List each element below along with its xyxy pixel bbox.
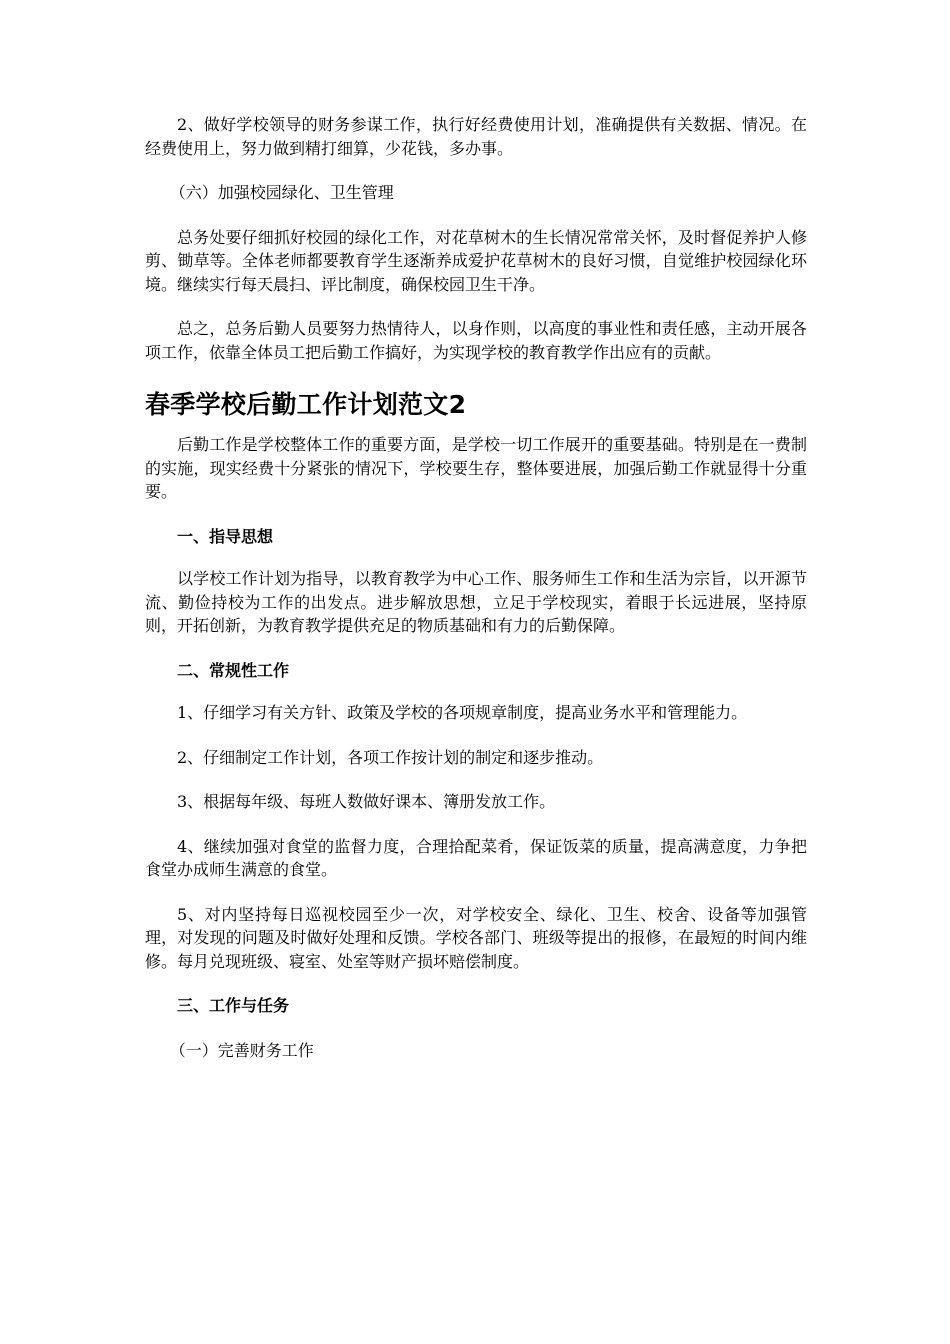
list-item-study-policies: 1、仔细学习有关方针、政策及学校的各项规章制度，提高业务水平和管理能力。	[177, 703, 748, 722]
list-item-work-plan: 2、仔细制定工作计划，各项工作按计划的制定和逐步推动。	[177, 747, 604, 767]
paragraph-summary: 总之，总务后勤人员要努力热情待人，以身作则，以高度的事业性和责任感，主动开展各项工作，依靠全体员工把后勤工作搞好，为实现学校的教育教学作出应有的贡献。	[145, 319, 807, 362]
list-item-textbooks: 3、根据每年级、每班人数做好课本、簿册发放工作。	[177, 792, 556, 811]
document-title: 春季学校后勤工作计划范文2	[145, 390, 467, 419]
document-body	[145, 113, 807, 1062]
paragraph-intro: 后勤工作是学校整体工作的重要方面，是学校一切工作展开的重要基础。特别是在一费制的实施，现实经费十分紧张的情况下，学校要生存，整体要进展，加强后勤工作就显得十分重要。	[145, 435, 807, 501]
section-heading-guiding-ideology: 一、指导思想	[177, 526, 274, 546]
paragraph-greening: 总务处要仔细抓好校园的绿化工作，对花草树木的生长情况常常关怀，及时督促养护人修剪、锄草等。全体老师都要教育学生逐渐养成爱护花草树木的良好习惯，自觉维护校园绿化环境。继续实行每天晨扫、评比制度，确保校园卫生干净。	[145, 227, 807, 294]
list-item-canteen: 4、继续加强对食堂的监督力度，合理拾配菜肴，保证饭菜的质量，提高满意度，力争把食堂办成师生满意的食堂。	[145, 836, 807, 879]
subsection-heading-finance: （一）完善财务工作	[169, 1040, 314, 1060]
subsection-heading-greening: （六）加强校园绿化、卫生管理	[169, 183, 394, 202]
list-item-campus-patrol: 5、对内坚持每日巡视校园至少一次，对学校安全、绿化、卫生、校舍、设备等加强管理，对发现的问题及时做好处理和反馈。学校各部门、班级等提出的报修，在最短的时间内维修。每月兑现班级、寝室、处室等财产损坏赔偿制度。	[145, 904, 807, 971]
section-heading-routine-work: 二、常规性工作	[177, 660, 290, 680]
paragraph-finance-advice: 2、做好学校领导的财务参谋工作，执行好经费使用计划，准确提供有关数据、情况。在经费使用上，努力做到精打细算，少花钱，多办事。	[145, 115, 807, 158]
paragraph-guiding-ideology: 以学校工作计划为指导，以教育教学为中心工作、服务师生工作和生活为宗旨，以开源节流、勤俭持校为工作的出发点。进步解放思想，立足于学校现实，着眼于长远进展，坚持原则，开拓创新，为教育教学提供充足的物质基础和有力的后勤保障。	[145, 569, 807, 635]
section-heading-tasks: 三、工作与任务	[177, 996, 290, 1015]
